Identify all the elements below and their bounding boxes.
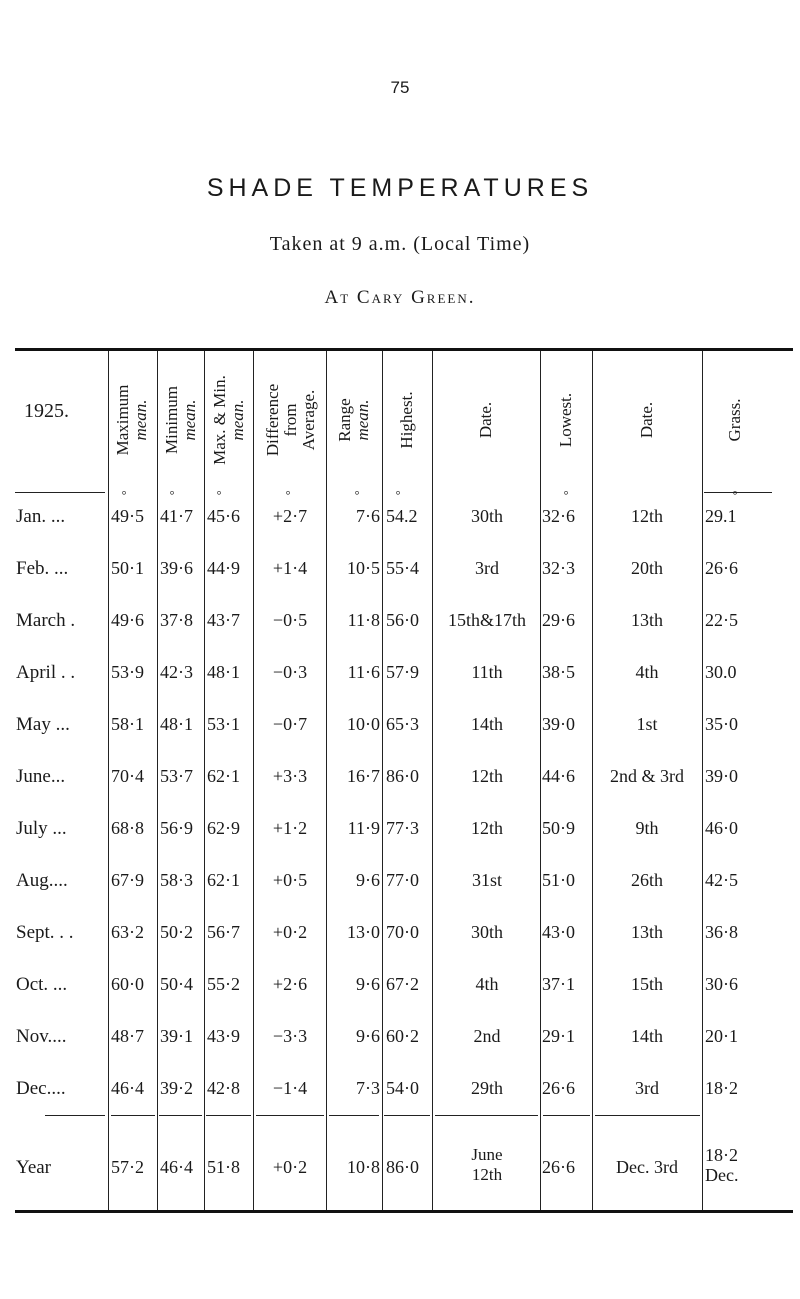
header-line: Date.	[637, 401, 656, 439]
total-separator	[435, 1115, 538, 1116]
degree-mark: °	[169, 488, 175, 502]
lowest-cell: 29·6	[542, 610, 575, 630]
lowest-date-cell: 1st	[636, 714, 658, 734]
highest-date-cell: 3rd	[475, 558, 499, 578]
page-title: SHADE TEMPERATURES	[206, 174, 594, 202]
column-divider	[157, 351, 158, 1210]
header-line-italic: mean.	[180, 399, 199, 441]
table-top-rule	[15, 348, 793, 351]
total-separator	[256, 1115, 324, 1116]
column-divider	[108, 351, 109, 1210]
difference-cell: +2·7	[272, 506, 308, 526]
table-bottom-rule	[15, 1210, 793, 1213]
highest-date-cell: 15th&17th	[447, 610, 526, 630]
lowest-cell: 39·0	[542, 714, 575, 734]
month-label: May ...	[16, 714, 70, 735]
highest-date-cell: 12th	[470, 766, 503, 786]
highest-cell: 54·0	[386, 1078, 419, 1098]
max-mean-cell: 70·4	[111, 766, 144, 786]
min-mean-cell: 41·7	[160, 506, 193, 526]
lowest-cell: 26·6	[542, 1078, 575, 1098]
lowest-date-cell: 12th	[630, 506, 663, 526]
highest-date-cell: 30th	[470, 922, 503, 942]
month-label: Oct. ...	[16, 974, 68, 995]
grass-cell: 20·1	[705, 1026, 738, 1046]
max-mean-cell: 60·0	[111, 974, 144, 994]
grass-cell: 46·0	[705, 818, 738, 838]
header-minimum-mean	[159, 361, 203, 479]
lowest-cell: 29·1	[542, 1026, 575, 1046]
header-range-mean	[332, 361, 376, 479]
range-mean-cell: 11·8	[347, 610, 380, 630]
grass-cell: 26·6	[705, 558, 738, 578]
year-lowest: 26·6	[542, 1157, 575, 1177]
year-maxmin-mean: 51·8	[207, 1157, 240, 1177]
lowest-cell: 43·0	[542, 922, 575, 942]
grass-cell: 18·2	[705, 1078, 738, 1098]
year-difference: +0·2	[272, 1157, 308, 1177]
header-line: Max. & Min.	[210, 375, 229, 465]
header-highest	[385, 361, 429, 479]
max-mean-cell: 46·4	[111, 1078, 144, 1098]
month-label: Nov....	[16, 1026, 67, 1047]
maxmin-mean-cell: 42·8	[207, 1078, 240, 1098]
header-maximum-mean	[110, 361, 154, 479]
difference-cell: +0·5	[272, 870, 308, 890]
header-line: Average.	[299, 389, 318, 451]
highest-cell: 70·0	[386, 922, 419, 942]
year-grass	[705, 1145, 759, 1185]
difference-cell: −0·3	[272, 662, 308, 682]
total-separator	[595, 1115, 700, 1116]
max-mean-cell: 63·2	[111, 922, 144, 942]
header-line: Date.	[476, 401, 495, 439]
header-line: Difference	[263, 383, 282, 457]
degree-mark: °	[732, 488, 738, 502]
grass-cell: 30·6	[705, 974, 738, 994]
month-label: July ...	[16, 818, 67, 839]
header-line: Minimum	[162, 385, 181, 455]
year-max-mean: 57·2	[111, 1157, 144, 1177]
degree-mark: °	[216, 488, 222, 502]
lowest-date-cell: 13th	[630, 610, 663, 630]
header-line-italic: mean.	[131, 399, 150, 441]
month-label: Dec....	[16, 1078, 66, 1099]
maxmin-mean-cell: 44·9	[207, 558, 240, 578]
page-number: 75	[390, 78, 410, 97]
max-mean-cell: 58·1	[111, 714, 144, 734]
highest-cell: 55·4	[386, 558, 419, 578]
highest-date-cell: 14th	[470, 714, 503, 734]
column-divider	[702, 351, 703, 1210]
highest-cell: 54.2	[386, 506, 418, 526]
range-mean-cell: 11·9	[347, 818, 380, 838]
grass-cell: 22·5	[705, 610, 738, 630]
difference-cell: −0·7	[272, 714, 308, 734]
header-line: from	[281, 403, 300, 437]
maxmin-mean-cell: 62·9	[207, 818, 240, 838]
lowest-date-cell: 4th	[635, 662, 659, 682]
highest-date-cell: 30th	[470, 506, 503, 526]
total-separator	[111, 1115, 155, 1116]
highest-cell: 57·9	[386, 662, 419, 682]
year-low-date: Dec. 3rd	[616, 1157, 678, 1177]
header-line-italic: mean.	[353, 399, 372, 441]
min-mean-cell: 39·6	[160, 558, 193, 578]
grass-cell: 36·8	[705, 922, 738, 942]
lowest-date-cell: 2nd & 3rd	[610, 766, 684, 786]
year-min-mean: 46·4	[160, 1157, 193, 1177]
range-mean-cell: 9·6	[356, 974, 380, 994]
maxmin-mean-cell: 48·1	[207, 662, 240, 682]
highest-cell: 67·2	[386, 974, 419, 994]
header-line: Range	[335, 398, 354, 442]
range-mean-cell: 13·0	[347, 922, 380, 942]
column-divider	[382, 351, 383, 1210]
difference-cell: +1·4	[272, 558, 308, 578]
header-low-date	[625, 361, 669, 479]
lowest-date-cell: 14th	[630, 1026, 663, 1046]
max-mean-cell: 49·5	[111, 506, 144, 526]
lowest-date-cell: 15th	[630, 974, 663, 994]
month-label: June...	[16, 766, 66, 787]
month-label: March .	[16, 610, 76, 631]
lowest-date-cell: 9th	[635, 818, 659, 838]
highest-date-cell: 2nd	[473, 1026, 501, 1046]
max-mean-cell: 50·1	[111, 558, 144, 578]
highest-date-cell: 12th	[470, 818, 503, 838]
year-row-label: Year	[16, 1157, 52, 1178]
grass-cell: 29.1	[705, 506, 737, 526]
highest-date-cell: 4th	[475, 974, 499, 994]
min-mean-cell: 56·9	[160, 818, 193, 838]
range-mean-cell: 10·5	[347, 558, 380, 578]
highest-date-cell: 11th	[471, 662, 503, 682]
lowest-cell: 51·0	[542, 870, 575, 890]
max-mean-cell: 67·9	[111, 870, 144, 890]
highest-cell: 60·2	[386, 1026, 419, 1046]
highest-cell: 65·3	[386, 714, 419, 734]
header-lowest	[544, 361, 588, 479]
header-line: Highest.	[397, 391, 416, 449]
min-mean-cell: 39·1	[160, 1026, 193, 1046]
max-mean-cell: 53·9	[111, 662, 144, 682]
range-mean-cell: 7·6	[356, 506, 380, 526]
difference-cell: −0·5	[272, 610, 308, 630]
total-separator	[159, 1115, 202, 1116]
lowest-cell: 38·5	[542, 662, 575, 682]
min-mean-cell: 42·3	[160, 662, 193, 682]
lowest-date-cell: 26th	[630, 870, 663, 890]
difference-cell: −1·4	[272, 1078, 308, 1098]
difference-cell: +3·3	[272, 766, 308, 786]
year-header: 1925.	[24, 400, 69, 422]
month-label: Sept. . .	[16, 922, 74, 943]
header-underline	[15, 492, 105, 493]
highest-cell: 86·0	[386, 766, 419, 786]
year-high-date	[434, 1145, 540, 1185]
min-mean-cell: 50·4	[160, 974, 193, 994]
header-line: Maximum	[113, 384, 132, 456]
range-mean-cell: 9·6	[356, 870, 380, 890]
year-grass-line: 18·2	[705, 1145, 738, 1165]
month-label: Aug....	[16, 870, 68, 891]
maxmin-mean-cell: 45·6	[207, 506, 240, 526]
lowest-date-cell: 20th	[630, 558, 663, 578]
lowest-cell: 50·9	[542, 818, 575, 838]
page-subtitle: Taken at 9 a.m. (Local Time)	[269, 233, 531, 255]
header-line-italic: mean.	[228, 399, 247, 441]
total-separator	[384, 1115, 430, 1116]
year-highest: 86·0	[386, 1157, 419, 1177]
degree-mark: °	[354, 488, 360, 502]
range-mean-cell: 16·7	[347, 766, 380, 786]
highest-cell: 77·3	[386, 818, 419, 838]
header-high-date	[464, 361, 508, 479]
grass-cell: 39·0	[705, 766, 738, 786]
year-high-date-line: 12th	[471, 1165, 503, 1184]
year-high-date-line: June	[471, 1145, 503, 1164]
maxmin-mean-cell: 56·7	[207, 922, 240, 942]
lowest-cell: 32·6	[542, 506, 575, 526]
max-mean-cell: 48·7	[111, 1026, 144, 1046]
min-mean-cell: 53·7	[160, 766, 193, 786]
highest-date-cell: 29th	[470, 1078, 503, 1098]
maxmin-mean-cell: 53·1	[207, 714, 240, 734]
grass-cell: 35·0	[705, 714, 738, 734]
column-divider	[204, 351, 205, 1210]
total-separator	[329, 1115, 379, 1116]
degree-mark: °	[563, 488, 569, 502]
range-mean-cell: 7·3	[356, 1078, 380, 1098]
highest-date-cell: 31st	[471, 870, 502, 890]
min-mean-cell: 58·3	[160, 870, 193, 890]
degree-mark: °	[285, 488, 291, 502]
header-difference	[260, 361, 322, 479]
range-mean-cell: 10·0	[347, 714, 380, 734]
highest-cell: 56·0	[386, 610, 419, 630]
header-grass	[713, 361, 757, 479]
difference-cell: +1·2	[272, 818, 308, 838]
total-separator	[45, 1115, 105, 1116]
min-mean-cell: 37·8	[160, 610, 193, 630]
lowest-cell: 44·6	[542, 766, 575, 786]
lowest-date-cell: 3rd	[635, 1078, 659, 1098]
month-label: April . .	[16, 662, 76, 683]
column-divider	[326, 351, 327, 1210]
highest-cell: 77·0	[386, 870, 419, 890]
maxmin-mean-cell: 62·1	[207, 766, 240, 786]
max-mean-cell: 49·6	[111, 610, 144, 630]
month-label: Jan. ...	[16, 506, 66, 527]
maxmin-mean-cell: 55·2	[207, 974, 240, 994]
header-line: Grass.	[725, 398, 744, 442]
degree-mark: °	[395, 488, 401, 502]
min-mean-cell: 50·2	[160, 922, 193, 942]
maxmin-mean-cell: 43·7	[207, 610, 240, 630]
range-mean-cell: 11·6	[347, 662, 380, 682]
total-separator	[543, 1115, 590, 1116]
year-range-mean: 10·8	[347, 1157, 380, 1177]
total-separator	[206, 1115, 251, 1116]
min-mean-cell: 48·1	[160, 714, 193, 734]
min-mean-cell: 39·2	[160, 1078, 193, 1098]
location-heading: At Cary Green.	[324, 287, 476, 308]
difference-cell: −3·3	[272, 1026, 308, 1046]
difference-cell: +0·2	[272, 922, 308, 942]
header-line: Lowest.	[556, 392, 575, 448]
grass-cell: 42·5	[705, 870, 738, 890]
maxmin-mean-cell: 62·1	[207, 870, 240, 890]
column-divider	[432, 351, 433, 1210]
column-divider	[540, 351, 541, 1210]
column-divider	[253, 351, 254, 1210]
degree-mark: °	[121, 488, 127, 502]
lowest-date-cell: 13th	[630, 922, 663, 942]
lowest-cell: 32·3	[542, 558, 575, 578]
difference-cell: +2·6	[272, 974, 308, 994]
max-mean-cell: 68·8	[111, 818, 144, 838]
maxmin-mean-cell: 43·9	[207, 1026, 240, 1046]
header-maxmin-mean	[207, 361, 251, 479]
range-mean-cell: 9·6	[356, 1026, 380, 1046]
year-grass-line: Dec.	[705, 1165, 739, 1185]
grass-cell: 30.0	[705, 662, 737, 682]
lowest-cell: 37·1	[542, 974, 575, 994]
month-label: Feb. ...	[16, 558, 69, 579]
